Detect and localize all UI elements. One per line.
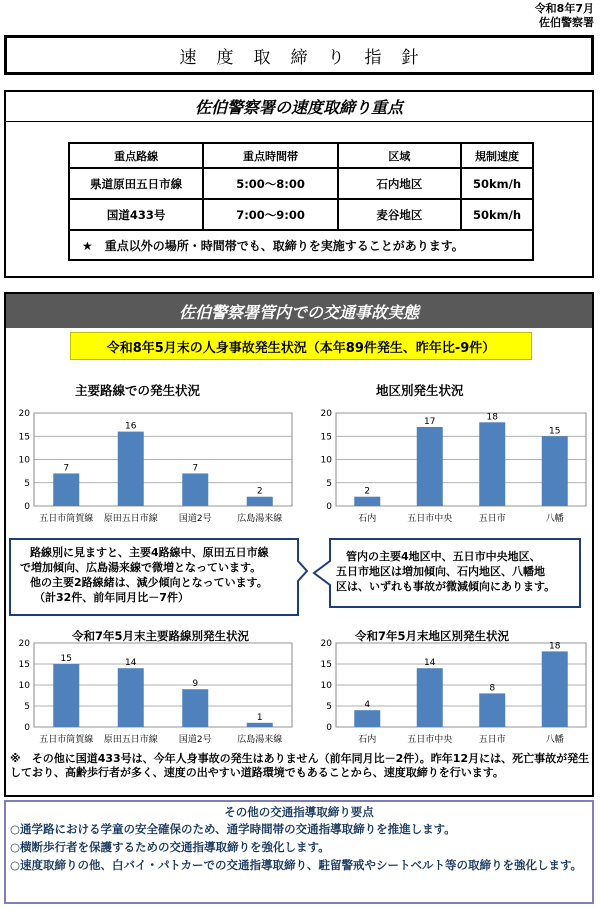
y-tick-label: 0: [326, 723, 332, 733]
y-tick-label: 5: [24, 702, 30, 712]
priority-title: 佐伯警察署の速度取締り重点: [6, 92, 592, 122]
y-tick-label: 20: [18, 409, 30, 419]
table-header-row: [69, 143, 533, 168]
y-tick-label: 0: [326, 502, 332, 512]
y-tick-label: 15: [320, 660, 332, 670]
data-label: 7: [192, 463, 199, 474]
table-row: [69, 199, 533, 230]
y-tick-label: 10: [320, 681, 332, 691]
bar: [247, 497, 273, 506]
y-tick-label: 5: [326, 478, 332, 489]
data-label: 2: [364, 486, 371, 497]
callout-left: [8, 537, 308, 617]
category-label: 五日市: [478, 735, 506, 745]
callout-line: 管内の主要4地区中、五日市中央地区、: [346, 550, 541, 563]
priority-table: [68, 142, 534, 261]
category-label: 石内: [358, 514, 377, 524]
y-tick-label: 0: [24, 723, 30, 733]
bar: [354, 710, 380, 727]
enforcement-box: [4, 800, 594, 904]
enforcement-item: ○速度取締りの他、白バイ・パトカーでの交通指導取締り、駐留警戒やシートベルト等の取締りを強化します。: [10, 858, 583, 872]
table-row: [69, 168, 533, 199]
data-label: 1: [256, 712, 263, 723]
category-label: 原田五日市線: [103, 514, 158, 524]
table-note-row: [69, 230, 533, 260]
callout-left-text: [20, 545, 269, 605]
callout-line: 他の主要2路線緒は、減少傾向となっています。: [30, 576, 268, 589]
bar: [53, 664, 79, 727]
bar: [417, 668, 443, 727]
y-tick-label: 10: [320, 455, 332, 466]
chart-title-routes-prev: 令和7年5月末主要路線別発生状況: [72, 629, 250, 643]
bar: [182, 473, 208, 506]
y-tick-label: 15: [320, 432, 332, 443]
callout-line: 五日市地区は増加傾向、石内地区、八幡地: [336, 565, 545, 578]
bar: [53, 473, 79, 506]
priority-section: [4, 90, 594, 278]
table-cell: 50km/h: [461, 168, 533, 199]
footnote: ※ その他に国道433号は、今年人身事故の発生はありません（前年同月比－2件）。昨年12月には、死亡事故が発生しており、高齢歩行者が多く、速度の出やすい道路環境でもあることから、速度取締りを行います。: [10, 752, 590, 779]
bar: [354, 497, 380, 506]
table-cell: 国道433号: [69, 199, 203, 230]
data-label: 18: [549, 641, 561, 652]
bar: [542, 651, 568, 727]
table-header-cell: 重点時間帯: [203, 143, 337, 168]
table-cell: 麦谷地区: [338, 199, 461, 230]
category-label: 八幡: [545, 514, 564, 524]
bar: [542, 436, 568, 506]
category-label: 五日市中央: [407, 514, 453, 524]
callout-right: [312, 537, 582, 609]
category-label: 国道2号: [178, 735, 212, 745]
header-info: [535, 2, 594, 30]
page-title: 速度取締り指針: [179, 47, 439, 68]
y-tick-label: 15: [18, 432, 30, 443]
chart-title-districts-prev: 令和7年5月末地区別発生状況: [355, 629, 510, 643]
data-label: 15: [60, 654, 72, 664]
data-label: 2: [256, 486, 263, 497]
bar: [182, 689, 208, 727]
data-label: 7: [63, 463, 70, 474]
chart-routes-prev: [10, 640, 300, 750]
category-label: 五日市筒賀線: [39, 514, 94, 524]
callout-right-text: [336, 549, 555, 594]
y-tick-label: 10: [18, 681, 30, 691]
category-label: 広島湯来線: [237, 735, 283, 745]
callout-line: 区は、いずれも事故が微減傾向にあります。: [336, 580, 556, 593]
data-label: 16: [125, 421, 137, 432]
category-label: 八幡: [545, 735, 564, 745]
table-header-cell: 重点路線: [69, 143, 203, 168]
callout-line: 路線別に見ますと、主要4路線中、原田五日市線: [30, 546, 269, 559]
callout-line: で増加傾向、広島湯来線で微増となっています。: [20, 561, 262, 574]
bar: [479, 693, 505, 727]
category-label: 広島湯来線: [237, 514, 283, 524]
table-cell: 石内地区: [338, 168, 461, 199]
chart-title-routes: 主要路線での発生状況: [75, 383, 201, 398]
bar: [247, 723, 273, 727]
y-tick-label: 5: [24, 478, 30, 489]
category-label: 石内: [358, 735, 377, 745]
header-org: 佐伯警察署: [539, 16, 594, 29]
data-label: 14: [125, 658, 137, 669]
bar: [417, 427, 443, 506]
y-tick-label: 20: [18, 639, 30, 649]
data-label: 4: [364, 700, 371, 711]
table-cell: 5:00～8:00: [203, 168, 337, 199]
chart-title-districts: 地区別発生状況: [376, 383, 464, 398]
y-tick-label: 0: [24, 502, 30, 512]
category-label: 五日市筒賀線: [39, 735, 94, 745]
data-label: 14: [424, 658, 436, 669]
data-label: 15: [549, 426, 561, 437]
category-label: 国道2号: [178, 514, 212, 524]
callout-line: （計32件、前年同月比－7件）: [34, 591, 189, 604]
enforcement-item: ○横断歩行者を保護するための交通指導取締りを強化します。: [10, 840, 330, 854]
category-label: 原田五日市線: [103, 735, 158, 745]
data-label: 17: [424, 416, 436, 427]
table-header-cell: 規制速度: [461, 143, 533, 168]
data-label: 8: [489, 683, 496, 694]
enforcement-title: その他の交通指導取締り要点: [224, 805, 374, 819]
category-label: 五日市: [478, 514, 506, 524]
y-tick-label: 15: [18, 660, 30, 670]
bar: [118, 432, 144, 506]
bar: [479, 422, 505, 506]
y-tick-label: 20: [320, 409, 332, 419]
table-header-cell: 区域: [338, 143, 461, 168]
accident-title: 佐伯警察署管内での交通事故実態: [6, 294, 592, 328]
bar: [118, 668, 144, 727]
category-label: 五日市中央: [407, 735, 453, 745]
chart-routes: [10, 408, 300, 530]
page-title-box: [4, 35, 594, 75]
table-note: ★ 重点以外の場所・時間帯でも、取締りを実施することがあります。: [69, 230, 533, 260]
chart-districts: [312, 408, 594, 530]
y-tick-label: 10: [18, 455, 30, 466]
table-cell: 7:00～9:00: [203, 199, 337, 230]
chart-districts-prev: [312, 640, 594, 750]
y-tick-label: 20: [320, 639, 332, 649]
data-label: 18: [486, 412, 498, 423]
accident-summary: 令和8年5月末の人身事故発生状況（本年89件発生、昨年比-9件）: [70, 332, 532, 360]
table-cell: 50km/h: [461, 199, 533, 230]
table-cell: 県道原田五日市線: [69, 168, 203, 199]
data-label: 9: [192, 679, 199, 690]
header-date: 令和8年7月: [534, 2, 594, 15]
y-tick-label: 5: [326, 702, 332, 712]
enforcement-item: ○通学路における学童の安全確保のため、通学時間帯の交通指導取締りを推進します。: [10, 822, 456, 836]
